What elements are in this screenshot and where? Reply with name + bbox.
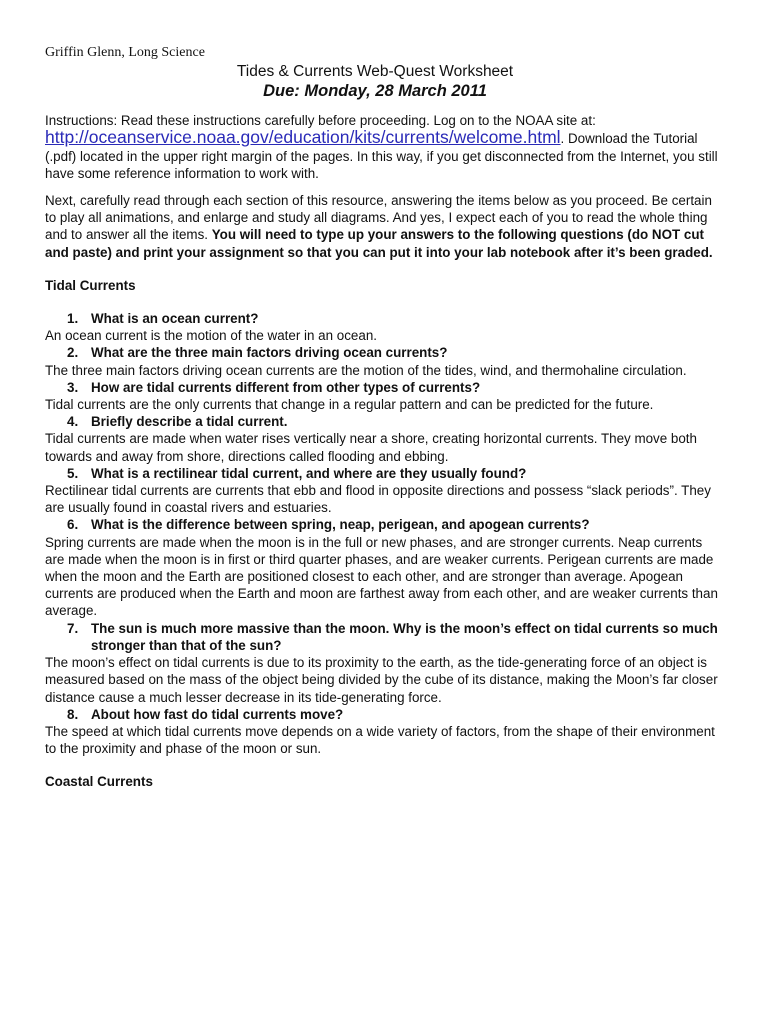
noaa-link[interactable]: http://oceanservice.noaa.gov/education/kits/currents/welcome.html: [45, 127, 561, 148]
question: [45, 344, 725, 361]
question-text: How are tidal currents different from other types of currents?: [91, 379, 481, 395]
question: [45, 620, 725, 654]
question: [45, 310, 725, 327]
question-text: What is the difference between spring, neap, perigean, and apogean currents?: [91, 517, 590, 533]
worksheet-title: Tides & Currents Web-Quest Worksheet: [236, 63, 514, 81]
question-text: The sun is much more massive than the moon. Why is the moon’s effect on tidal currents so much stronger than that of the sun?: [91, 620, 718, 653]
answer-text: The speed at which tidal currents move depends on a wide variety of factors, from the shape of their environment to the proximity and phase of the moon or sun.: [45, 723, 715, 757]
instructions-lead: Instructions: Read these instructions carefully before proceeding. Log on to the NOAA site at:: [45, 113, 596, 129]
question-text: About how fast do tidal currents move?: [91, 706, 344, 722]
question: [45, 516, 725, 533]
question-list: [45, 310, 725, 757]
question-number: 2.: [67, 345, 79, 361]
section-heading-tidal: Tidal Currents: [45, 277, 136, 293]
question-text: What is a rectilinear tidal current, and where are they usually found?: [91, 465, 527, 481]
question-number: 6.: [67, 517, 79, 533]
question: [45, 465, 725, 482]
instructions-after-url: . Download the Tutorial (.pdf) located in the upper right margin of the pages. In this way, if you get disconnected from the Internet, you still have some reference information to work with.: [45, 131, 718, 181]
answer-text: The moon’s effect on tidal currents is due to its proximity to the earth, as the tide-generating force of an object is measured based on the mass of the object being divided by the cube of its distance, making the Moon’s far closer distance cause a much lesser decrease in its tide-generating force.: [45, 655, 718, 705]
question-number: 8.: [67, 706, 79, 722]
question-number: 3.: [67, 379, 79, 395]
question: [45, 413, 725, 430]
answer-text: The three main factors driving ocean currents are the motion of the tides, wind, and thermohaline circulation.: [45, 362, 687, 378]
instructions-paragraph: [45, 112, 725, 182]
reading-instructions: [45, 192, 725, 261]
question-text: What are the three main factors driving ocean currents?: [91, 345, 448, 361]
typing-requirement: You will need to type up your answers to the following questions (do NOT cut and paste) and print your assignment so that you can put it into your lab notebook after it’s been graded.: [45, 227, 713, 260]
author-line: Griffin Glenn, Long Science: [45, 45, 205, 60]
answer-text: Rectilinear tidal currents are currents that ebb and flood in opposite directions and possess “slack periods”. They are usually found in coastal rivers and estuaries.: [45, 483, 711, 516]
question-text: Briefly describe a tidal current.: [91, 414, 288, 430]
question: [45, 379, 725, 396]
answer-text: An ocean current is the motion of the water in an ocean.: [45, 328, 377, 344]
question-number: 4.: [67, 414, 79, 430]
worksheet-page: [45, 44, 725, 807]
question-text: What is an ocean current?: [91, 311, 259, 327]
question: [45, 706, 725, 723]
answer-text: Tidal currents are made when water rises vertically near a shore, creating horizontal currents. They move both towards and away from shore, directions called flooding and ebbing.: [45, 431, 697, 464]
answer-text: Tidal currents are the only currents that change in a regular pattern and can be predicted for the future.: [45, 397, 654, 413]
question-number: 7.: [67, 620, 79, 636]
reading-text: Next, carefully read through each section of this resource, answering the items below as you proceed. Be certain to play all animations, and enlarge and study all diagrams. And yes, I expect each of you to read the whole thing and to answer all the items.: [45, 193, 712, 243]
question-number: 1.: [67, 311, 79, 327]
answer-text: Spring currents are made when the moon is in the full or new phases, and are stronger currents. Neap currents are made when the moon is in first or third quarter phases, and are weaker currents. Perigean currents are made when the moon and the Earth are positioned closest to each other, and are stronger than average. Apogean currents are produced when the Earth and moon are farthest away from each other, and are weaker currents than average.: [45, 534, 718, 619]
section-heading-coastal: Coastal Currents: [45, 774, 153, 790]
question-number: 5.: [67, 465, 79, 481]
due-date: Due: Monday, 28 March 2011: [263, 82, 487, 101]
